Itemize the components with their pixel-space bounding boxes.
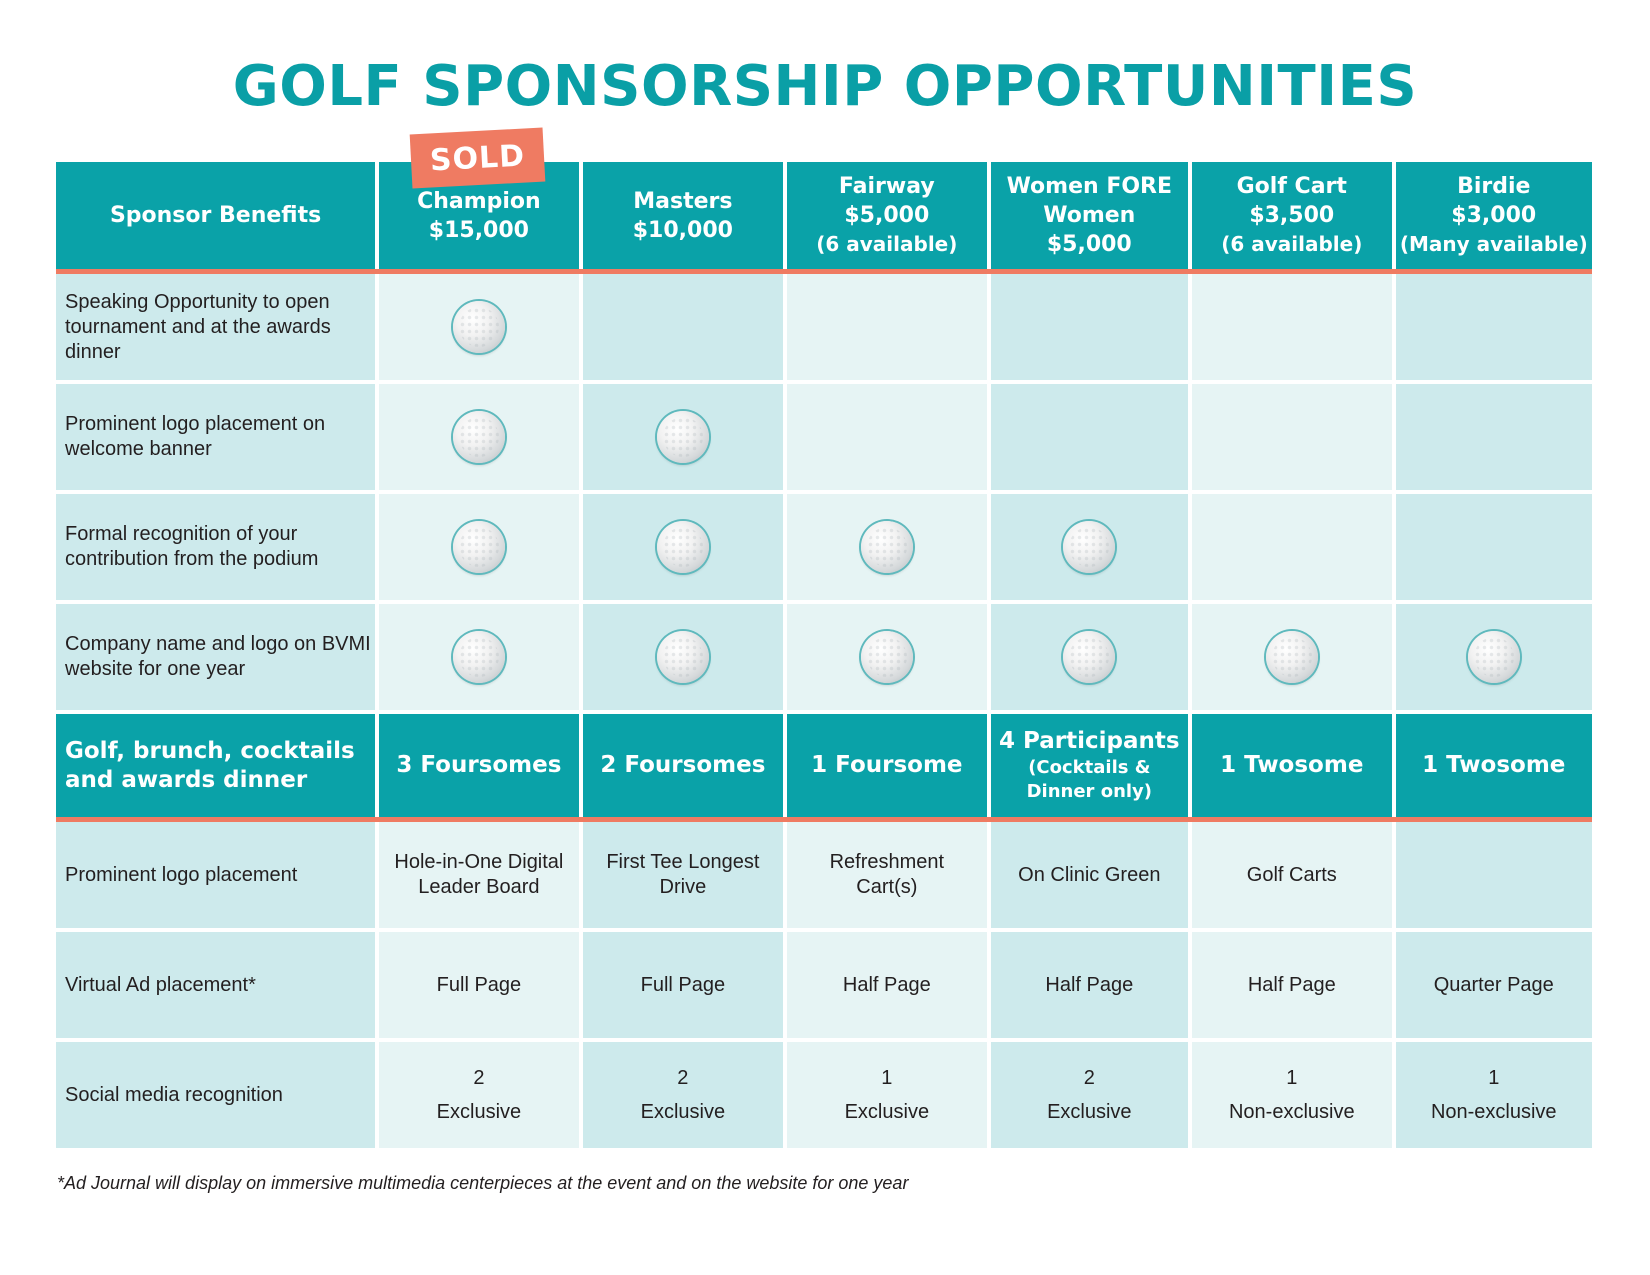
sponsorship-table	[56, 162, 1592, 1148]
golf-ball-icon	[657, 411, 709, 463]
benefit-row	[56, 604, 1592, 710]
detail-value	[1396, 932, 1592, 1038]
social-type: Exclusive	[1047, 1100, 1132, 1123]
detail-value	[583, 822, 783, 928]
detail-value	[379, 1042, 578, 1148]
detail-value	[1192, 1042, 1391, 1148]
benefit-cell	[991, 274, 1188, 380]
social-count: 2	[473, 1066, 485, 1089]
header-tier-masters	[583, 162, 783, 269]
detail-text: Half Page	[842, 973, 931, 996]
benefit-cell	[787, 384, 986, 490]
detail-text: Hole-in-One Digital Leader Board	[394, 851, 564, 898]
package-main: 4 Participants	[999, 728, 1180, 754]
social-type: Non-exclusive	[1228, 1100, 1355, 1123]
tier-name: Fairway	[838, 174, 935, 199]
benefit-cell	[1192, 384, 1391, 490]
tier-price: $3,500	[1249, 203, 1335, 228]
header-tier-birdie	[1396, 162, 1592, 269]
detail-text: Refreshment Cart(s)	[829, 851, 945, 898]
header-tier-women-fore-women	[991, 162, 1188, 269]
detail-text: Full Page	[436, 973, 522, 996]
tier-price: $3,000	[1451, 203, 1537, 228]
detail-text: Quarter Page	[1433, 973, 1554, 996]
detail-value	[583, 1042, 783, 1148]
benefit-cell	[1396, 604, 1592, 710]
benefit-label: Prominent logo placement on welcome banner	[56, 384, 375, 490]
detail-value	[1192, 932, 1391, 1038]
detail-row	[56, 1042, 1592, 1148]
benefit-cell	[583, 604, 783, 710]
benefit-cell	[379, 494, 578, 600]
golf-ball-icon	[1266, 631, 1318, 683]
tier-name: Masters	[633, 188, 733, 214]
golf-ball-icon	[861, 521, 913, 573]
benefit-cell	[583, 274, 783, 380]
tier-price: $10,000	[632, 217, 733, 243]
tier-name: Champion	[417, 188, 541, 214]
benefit-cell	[787, 274, 986, 380]
tier-availability: (6 available)	[816, 232, 958, 256]
benefit-cell	[583, 384, 783, 490]
tier-name: Birdie	[1457, 174, 1531, 199]
package-value: 2 Foursomes	[583, 714, 783, 817]
detail-text: Half Page	[1247, 973, 1336, 996]
social-type: Non-exclusive	[1430, 1100, 1557, 1123]
benefit-cell	[1396, 494, 1592, 600]
benefit-cell	[1192, 494, 1391, 600]
benefit-cell	[787, 494, 986, 600]
benefit-cell	[1396, 384, 1592, 490]
detail-value	[1192, 822, 1391, 928]
detail-value	[787, 822, 986, 928]
golf-ball-icon	[657, 521, 709, 573]
benefit-cell	[991, 384, 1188, 490]
golf-ball-icon	[453, 521, 505, 573]
benefit-label: Company name and logo on BVMI website for one year	[56, 604, 375, 710]
detail-label: Virtual Ad placement*	[56, 932, 375, 1038]
tier-price: $5,000	[844, 203, 930, 228]
benefit-cell	[991, 494, 1188, 600]
detail-value	[379, 932, 578, 1038]
benefit-row	[56, 384, 1592, 490]
social-type: Exclusive	[436, 1100, 522, 1123]
social-count: 1	[1488, 1066, 1500, 1089]
detail-value	[787, 1042, 986, 1148]
detail-value	[1396, 1042, 1592, 1148]
golf-ball-icon	[1063, 631, 1115, 683]
golf-ball-icon	[657, 631, 709, 683]
detail-value	[583, 932, 783, 1038]
package-label: Golf, brunch, cocktails and awards dinner	[56, 714, 375, 817]
golf-ball-icon	[1468, 631, 1520, 683]
benefit-cell	[1192, 604, 1391, 710]
social-count: 2	[677, 1066, 689, 1089]
social-type: Exclusive	[844, 1100, 930, 1123]
golf-ball-icon	[861, 631, 913, 683]
benefit-cell	[583, 494, 783, 600]
detail-value	[379, 822, 578, 928]
detail-value	[991, 822, 1188, 928]
detail-value	[991, 932, 1188, 1038]
package-sub: (Cocktails & Dinner only)	[1026, 757, 1153, 802]
tier-name: Golf Cart	[1236, 174, 1347, 199]
package-value: 3 Foursomes	[379, 714, 578, 817]
package-value	[991, 714, 1188, 817]
tier-availability: (Many available)	[1399, 232, 1588, 256]
social-count: 1	[1286, 1066, 1298, 1089]
benefit-cell	[379, 274, 578, 380]
detail-text: First Tee Longest Drive	[606, 851, 760, 898]
detail-value	[991, 1042, 1188, 1148]
tier-availability: (6 available)	[1221, 232, 1363, 256]
benefit-cell	[379, 604, 578, 710]
benefit-label: Speaking Opportunity to open tournament and at the awards dinner	[56, 274, 375, 380]
benefit-cell	[1396, 274, 1592, 380]
tier-name: Women FORE	[1006, 174, 1173, 199]
package-row	[56, 714, 1592, 817]
detail-value	[1396, 822, 1592, 928]
detail-text: On Clinic Green	[1018, 863, 1161, 886]
golf-ball-icon	[453, 411, 505, 463]
tier-price: $15,000	[428, 217, 529, 243]
benefit-row	[56, 494, 1592, 600]
tier-price: $5,000	[1046, 232, 1132, 257]
header-benefits: Sponsor Benefits	[56, 162, 375, 269]
detail-text: Golf Carts	[1246, 863, 1337, 886]
golf-ball-icon	[453, 301, 505, 353]
detail-text: Full Page	[640, 973, 726, 996]
tier-name: Women	[1043, 203, 1136, 228]
benefit-cell	[379, 384, 578, 490]
detail-text: Half Page	[1045, 973, 1134, 996]
package-value: 1 Twosome	[1192, 714, 1391, 817]
header-row	[56, 162, 1592, 269]
detail-rows	[56, 822, 1592, 1148]
footnote: *Ad Journal will display on immersive multimedia centerpieces at the event and on the website for one year	[57, 1173, 909, 1193]
detail-label: Prominent logo placement	[56, 822, 375, 928]
package-value: 1 Twosome	[1396, 714, 1592, 817]
benefit-rows	[56, 274, 1592, 714]
benefit-label: Formal recognition of your contribution from the podium	[56, 494, 375, 600]
benefit-row	[56, 274, 1592, 380]
detail-label: Social media recognition	[56, 1042, 375, 1148]
benefit-cell	[787, 604, 986, 710]
page-title: GOLF SPONSORSHIP OPPORTUNITIES	[232, 54, 1418, 119]
golf-ball-icon	[453, 631, 505, 683]
detail-value	[787, 932, 986, 1038]
header-tier-golf-cart	[1192, 162, 1391, 269]
package-value: 1 Foursome	[787, 714, 986, 817]
social-count: 1	[881, 1066, 893, 1089]
golf-ball-icon	[1063, 521, 1115, 573]
benefit-cell	[1192, 274, 1391, 380]
detail-row	[56, 932, 1592, 1038]
social-count: 2	[1083, 1066, 1095, 1089]
social-type: Exclusive	[640, 1100, 726, 1123]
detail-row	[56, 822, 1592, 928]
sold-badge: SOLD	[410, 128, 546, 189]
header-tier-fairway	[787, 162, 986, 269]
benefit-cell	[991, 604, 1188, 710]
